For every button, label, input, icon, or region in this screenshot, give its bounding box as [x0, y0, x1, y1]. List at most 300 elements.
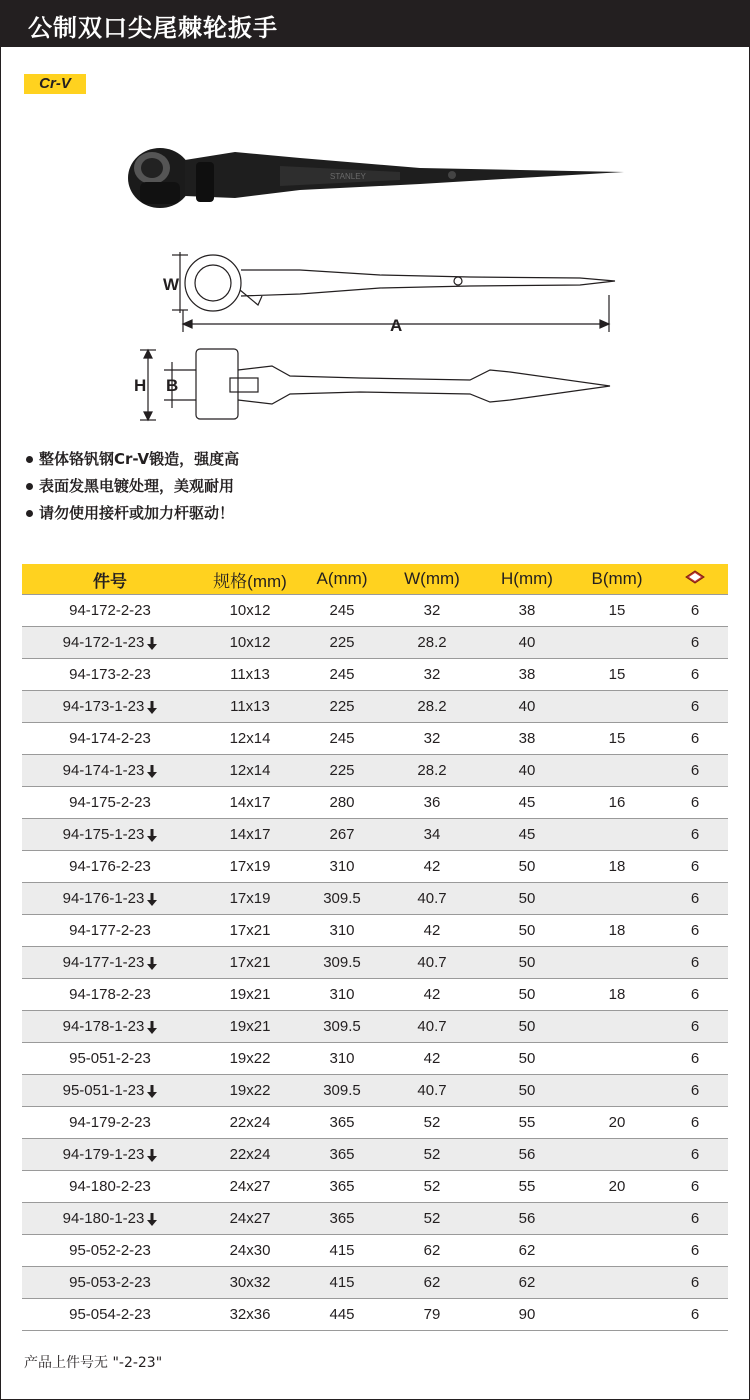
cell-w — [382, 787, 482, 819]
cell-h-text: 56 — [518, 1210, 536, 1227]
cell-qty — [662, 755, 728, 787]
cell-w — [382, 1075, 482, 1107]
cell-a-text: 267 — [329, 826, 355, 843]
down-arrow-icon — [147, 1213, 157, 1226]
cell-h — [482, 787, 572, 819]
spec-table — [22, 564, 728, 1331]
cell-b — [572, 1203, 662, 1235]
cell-h — [482, 1075, 572, 1107]
cell-w — [382, 1235, 482, 1267]
table-header-row — [22, 564, 728, 595]
cell-b — [572, 979, 662, 1011]
package-icon — [684, 568, 706, 586]
brand-engraving: STANLEY — [330, 172, 366, 181]
cell-h-text: 45 — [518, 794, 536, 811]
cell-b — [572, 1171, 662, 1203]
cell-w-text: 40.7 — [417, 1018, 447, 1035]
cell-qty — [662, 979, 728, 1011]
cell-b — [572, 627, 662, 659]
cell-part-no-text: 94-172-2-23 — [69, 602, 151, 619]
cell-qty-text: 6 — [690, 858, 700, 875]
cell-spec-text: 19x21 — [229, 1018, 271, 1035]
bullet-icon — [26, 456, 33, 463]
cell-qty — [662, 883, 728, 915]
dim-label-a: A — [390, 316, 403, 335]
cell-part-no-text: 94-180-2-23 — [69, 1178, 151, 1195]
cell-part-no-text: 95-052-2-23 — [69, 1242, 151, 1259]
cell-b-text: 15 — [608, 602, 626, 619]
cell-part-no — [22, 883, 198, 915]
cell-w — [382, 691, 482, 723]
cell-a — [302, 1011, 382, 1043]
cell-h — [482, 627, 572, 659]
cell-part-no-text: 94-180-1-23 — [62, 1210, 145, 1227]
cell-qty — [662, 915, 728, 947]
cell-a-text: 365 — [329, 1146, 355, 1163]
cell-spec-text: 24x30 — [229, 1242, 271, 1259]
cell-w-text: 40.7 — [417, 890, 447, 907]
cell-b — [572, 1299, 662, 1331]
cell-h-text: 45 — [518, 826, 536, 843]
header-b: B(mm) — [572, 564, 662, 595]
table-row — [22, 1171, 728, 1203]
cell-h-text: 38 — [518, 730, 536, 747]
cell-qty-text: 6 — [690, 922, 700, 939]
cell-h — [482, 755, 572, 787]
down-arrow-icon — [147, 765, 157, 778]
feature-text: 整体铬钒钢Cr-V锻造，强度高 — [39, 450, 240, 468]
cell-spec-text: 12x14 — [229, 762, 271, 779]
cell-b — [572, 819, 662, 851]
table-body — [22, 595, 728, 1331]
cell-a — [302, 1267, 382, 1299]
cell-h — [482, 851, 572, 883]
cell-spec — [198, 819, 302, 851]
cell-spec-text: 17x21 — [229, 922, 271, 939]
cell-qty-text: 6 — [690, 666, 700, 683]
header-w: W(mm) — [382, 564, 482, 595]
cell-b-text: 18 — [608, 858, 626, 875]
cell-h — [482, 659, 572, 691]
cell-qty-text: 6 — [690, 1114, 700, 1131]
cell-part-no — [22, 1043, 198, 1075]
cell-part-no — [22, 1011, 198, 1043]
cell-w-text: 52 — [423, 1178, 441, 1195]
cell-b — [572, 915, 662, 947]
cell-qty — [662, 1171, 728, 1203]
cell-spec-text: 10x12 — [229, 634, 271, 651]
cell-h-text: 90 — [518, 1306, 536, 1323]
cell-b — [572, 1107, 662, 1139]
cell-h-text: 50 — [518, 954, 536, 971]
wrench-photo — [128, 148, 624, 208]
cell-h-text: 62 — [518, 1242, 536, 1259]
cell-b-text: 16 — [608, 794, 626, 811]
cell-a — [302, 851, 382, 883]
cell-spec — [198, 755, 302, 787]
cell-qty-text: 6 — [690, 1178, 700, 1195]
cell-spec-text: 14x17 — [229, 826, 271, 843]
cell-h-text: 62 — [518, 1274, 536, 1291]
cell-part-no — [22, 659, 198, 691]
cell-h — [482, 1107, 572, 1139]
feature-item — [26, 446, 239, 473]
cell-w — [382, 1203, 482, 1235]
cell-a — [302, 1043, 382, 1075]
cell-a — [302, 755, 382, 787]
cell-qty-text: 6 — [690, 1082, 700, 1099]
cell-h-text: 50 — [518, 922, 536, 939]
table-row — [22, 1043, 728, 1075]
cell-a — [302, 1171, 382, 1203]
cell-part-no — [22, 1203, 198, 1235]
table-row — [22, 1203, 728, 1235]
cell-qty — [662, 691, 728, 723]
cell-qty — [662, 1299, 728, 1331]
cell-w-text: 28.2 — [417, 634, 447, 651]
cell-a-text: 309.5 — [323, 1018, 361, 1035]
cell-h-text: 50 — [518, 1018, 536, 1035]
cell-part-no-text: 94-173-1-23 — [62, 698, 145, 715]
cell-part-no-text: 95-054-2-23 — [69, 1306, 151, 1323]
feature-list — [26, 446, 239, 527]
cell-spec — [198, 787, 302, 819]
cell-h-text: 55 — [518, 1178, 536, 1195]
cell-b — [572, 723, 662, 755]
cell-spec-text: 10x12 — [229, 602, 271, 619]
cell-w — [382, 755, 482, 787]
cell-qty-text: 6 — [690, 1242, 700, 1259]
table-row — [22, 659, 728, 691]
cell-b — [572, 691, 662, 723]
cell-a-text: 309.5 — [323, 1082, 361, 1099]
cell-spec-text: 17x19 — [229, 890, 271, 907]
cell-qty-text: 6 — [690, 1018, 700, 1035]
cell-part-no — [22, 755, 198, 787]
cell-part-no-text: 94-176-1-23 — [62, 890, 145, 907]
cell-w — [382, 819, 482, 851]
cell-a-text: 310 — [329, 986, 355, 1003]
cell-b — [572, 595, 662, 627]
cell-w — [382, 659, 482, 691]
cell-spec — [198, 1139, 302, 1171]
cell-w-text: 36 — [423, 794, 441, 811]
cell-qty-text: 6 — [690, 890, 700, 907]
cell-part-no-text: 94-179-2-23 — [69, 1114, 151, 1131]
cell-a-text: 365 — [329, 1210, 355, 1227]
table-row — [22, 691, 728, 723]
cell-part-no-text: 94-179-1-23 — [62, 1146, 145, 1163]
cell-spec — [198, 1235, 302, 1267]
cell-w-text: 62 — [423, 1242, 441, 1259]
cell-part-no — [22, 979, 198, 1011]
cell-part-no-text: 94-175-1-23 — [62, 826, 145, 843]
cell-spec — [198, 979, 302, 1011]
table-row — [22, 723, 728, 755]
cell-spec — [198, 851, 302, 883]
cell-a — [302, 819, 382, 851]
cell-qty-text: 6 — [690, 634, 700, 651]
cell-part-no-text: 95-051-1-23 — [62, 1082, 145, 1099]
cell-a-text: 309.5 — [323, 890, 361, 907]
cell-spec — [198, 1107, 302, 1139]
cell-spec — [198, 723, 302, 755]
cell-qty — [662, 947, 728, 979]
cell-spec-text: 19x21 — [229, 986, 271, 1003]
table-row — [22, 819, 728, 851]
cell-part-no-text: 94-178-2-23 — [69, 986, 151, 1003]
cell-a — [302, 627, 382, 659]
cell-w — [382, 1171, 482, 1203]
cell-spec — [198, 595, 302, 627]
cell-h-text: 50 — [518, 1050, 536, 1067]
cell-h — [482, 691, 572, 723]
cell-qty-text: 6 — [690, 1146, 700, 1163]
cell-w-text: 52 — [423, 1210, 441, 1227]
cell-a — [302, 1075, 382, 1107]
cell-spec-text: 11x13 — [230, 698, 270, 715]
cell-part-no — [22, 691, 198, 723]
footnote: 产品上件号无 "-2-23" — [24, 1355, 163, 1371]
cell-b-text: 18 — [608, 922, 626, 939]
cell-spec-text: 24x27 — [229, 1178, 271, 1195]
cell-spec — [198, 883, 302, 915]
cell-h-text: 55 — [518, 1114, 536, 1131]
table-row — [22, 883, 728, 915]
cell-part-no-text: 95-051-2-23 — [69, 1050, 151, 1067]
cell-w-text: 28.2 — [417, 698, 447, 715]
dim-label-w: W — [163, 275, 180, 294]
cell-spec — [198, 1267, 302, 1299]
cell-h — [482, 1043, 572, 1075]
cell-part-no — [22, 1139, 198, 1171]
table-row — [22, 1299, 728, 1331]
cell-spec-text: 24x27 — [229, 1210, 271, 1227]
cell-spec-text: 22x24 — [229, 1114, 271, 1131]
cell-w-text: 42 — [423, 986, 441, 1003]
cell-qty-text: 6 — [690, 826, 700, 843]
cell-b — [572, 1075, 662, 1107]
cell-part-no-text: 95-053-2-23 — [69, 1274, 151, 1291]
cell-spec-text: 12x14 — [229, 730, 271, 747]
cell-h-text: 38 — [518, 602, 536, 619]
table-row — [22, 851, 728, 883]
cell-a — [302, 691, 382, 723]
header-a: A(mm) — [302, 564, 382, 595]
cell-w-text: 52 — [423, 1146, 441, 1163]
cell-a-text: 310 — [329, 1050, 355, 1067]
cell-spec-text: 30x32 — [229, 1274, 271, 1291]
feature-text: 请勿使用接杆或加力杆驱动！ — [39, 504, 235, 522]
table-row — [22, 1267, 728, 1299]
feature-text: 表面发黑电镀处理，美观耐用 — [39, 477, 235, 495]
cell-w-text: 79 — [423, 1306, 441, 1323]
cell-qty-text: 6 — [690, 954, 700, 971]
cell-h — [482, 723, 572, 755]
cell-part-no — [22, 723, 198, 755]
cell-spec-text: 11x13 — [230, 666, 270, 683]
cell-b — [572, 883, 662, 915]
cell-qty-text: 6 — [690, 602, 700, 619]
table-row — [22, 915, 728, 947]
table-row — [22, 1235, 728, 1267]
cell-h-text: 40 — [518, 634, 536, 651]
cell-qty — [662, 1075, 728, 1107]
cell-part-no — [22, 1107, 198, 1139]
cell-a-text: 225 — [329, 698, 355, 715]
cell-w — [382, 1043, 482, 1075]
cell-qty — [662, 851, 728, 883]
cell-spec-text: 19x22 — [229, 1082, 271, 1099]
title-bar — [0, 0, 750, 47]
cell-a — [302, 947, 382, 979]
cell-w-text: 32 — [423, 602, 441, 619]
cell-a — [302, 1107, 382, 1139]
cell-w — [382, 851, 482, 883]
cell-h-text: 38 — [518, 666, 536, 683]
cell-qty-text: 6 — [690, 730, 700, 747]
cell-part-no-text: 94-176-2-23 — [69, 858, 151, 875]
cell-w — [382, 883, 482, 915]
cell-spec — [198, 627, 302, 659]
cell-qty — [662, 723, 728, 755]
cell-a — [302, 1235, 382, 1267]
cell-a-text: 245 — [329, 730, 355, 747]
cell-a — [302, 1139, 382, 1171]
cell-w — [382, 723, 482, 755]
cell-a — [302, 659, 382, 691]
cell-w-text: 40.7 — [417, 1082, 447, 1099]
down-arrow-icon — [147, 829, 157, 842]
cell-b — [572, 1011, 662, 1043]
cell-w — [382, 627, 482, 659]
cell-w-text: 32 — [423, 730, 441, 747]
cell-b — [572, 1043, 662, 1075]
cell-h — [482, 1235, 572, 1267]
cell-a-text: 365 — [329, 1178, 355, 1195]
cell-a-text: 445 — [329, 1306, 355, 1323]
cell-qty-text: 6 — [690, 1306, 700, 1323]
cell-w — [382, 1267, 482, 1299]
cell-a — [302, 915, 382, 947]
cell-qty-text: 6 — [690, 1210, 700, 1227]
cell-a-text: 245 — [329, 666, 355, 683]
cell-qty — [662, 1267, 728, 1299]
cell-part-no — [22, 819, 198, 851]
cell-w — [382, 979, 482, 1011]
table-row — [22, 947, 728, 979]
cell-b — [572, 1267, 662, 1299]
cell-part-no — [22, 627, 198, 659]
cell-spec — [198, 1299, 302, 1331]
cell-w-text: 28.2 — [417, 762, 447, 779]
cell-part-no — [22, 915, 198, 947]
cell-h — [482, 1171, 572, 1203]
cell-a-text: 245 — [329, 602, 355, 619]
cell-qty — [662, 1011, 728, 1043]
cell-qty — [662, 1043, 728, 1075]
cell-h — [482, 947, 572, 979]
cell-part-no — [22, 947, 198, 979]
cell-a — [302, 787, 382, 819]
cell-h — [482, 1267, 572, 1299]
cell-h-text: 50 — [518, 858, 536, 875]
cell-qty — [662, 595, 728, 627]
cell-h-text: 50 — [518, 1082, 536, 1099]
cell-h-text: 40 — [518, 762, 536, 779]
cell-part-no — [22, 1299, 198, 1331]
cell-b-text: 18 — [608, 986, 626, 1003]
cell-w — [382, 915, 482, 947]
cell-w-text: 52 — [423, 1114, 441, 1131]
cell-spec-text: 19x22 — [229, 1050, 271, 1067]
cell-a-text: 225 — [329, 762, 355, 779]
wrench-illustration — [0, 100, 750, 440]
cell-a-text: 365 — [329, 1114, 355, 1131]
cell-part-no — [22, 1267, 198, 1299]
cell-part-no — [22, 1075, 198, 1107]
cell-qty-text: 6 — [690, 794, 700, 811]
cell-part-no — [22, 851, 198, 883]
header-spec: 规格(mm) — [198, 564, 302, 595]
table-row — [22, 1011, 728, 1043]
cell-spec — [198, 1171, 302, 1203]
cell-h — [482, 979, 572, 1011]
cell-b — [572, 659, 662, 691]
cell-qty — [662, 819, 728, 851]
down-arrow-icon — [147, 957, 157, 970]
cell-a-text: 310 — [329, 922, 355, 939]
cell-h — [482, 819, 572, 851]
cell-part-no-text: 94-177-2-23 — [69, 922, 151, 939]
cell-w — [382, 947, 482, 979]
cell-b — [572, 1139, 662, 1171]
cell-a — [302, 979, 382, 1011]
cell-h-text: 50 — [518, 986, 536, 1003]
cell-a — [302, 723, 382, 755]
cell-part-no — [22, 1235, 198, 1267]
cell-h — [482, 1139, 572, 1171]
cell-w-text: 42 — [423, 1050, 441, 1067]
cell-b — [572, 851, 662, 883]
down-arrow-icon — [147, 1149, 157, 1162]
cell-part-no-text: 94-177-1-23 — [62, 954, 145, 971]
cell-spec — [198, 691, 302, 723]
cell-spec-text: 32x36 — [229, 1306, 271, 1323]
side-view-drawing — [140, 349, 610, 420]
cell-b-text: 15 — [608, 730, 626, 747]
cell-w-text: 40.7 — [417, 954, 447, 971]
cell-part-no-text: 94-172-1-23 — [62, 634, 145, 651]
cell-part-no — [22, 595, 198, 627]
cell-part-no-text: 94-178-1-23 — [62, 1018, 145, 1035]
page-title: 公制双口尖尾棘轮扳手 — [28, 14, 278, 42]
cell-part-no-text: 94-174-2-23 — [69, 730, 151, 747]
cell-a-text: 225 — [329, 634, 355, 651]
cell-w — [382, 1139, 482, 1171]
cell-qty — [662, 659, 728, 691]
cell-qty — [662, 1107, 728, 1139]
header-part-no: 件号 — [22, 564, 198, 595]
feature-item — [26, 473, 239, 500]
bullet-icon — [26, 483, 33, 490]
cell-qty — [662, 1235, 728, 1267]
cell-spec — [198, 915, 302, 947]
cell-w-text: 34 — [423, 826, 441, 843]
cell-a — [302, 883, 382, 915]
material-badge: Cr-V — [24, 74, 86, 94]
cell-h-text: 40 — [518, 698, 536, 715]
